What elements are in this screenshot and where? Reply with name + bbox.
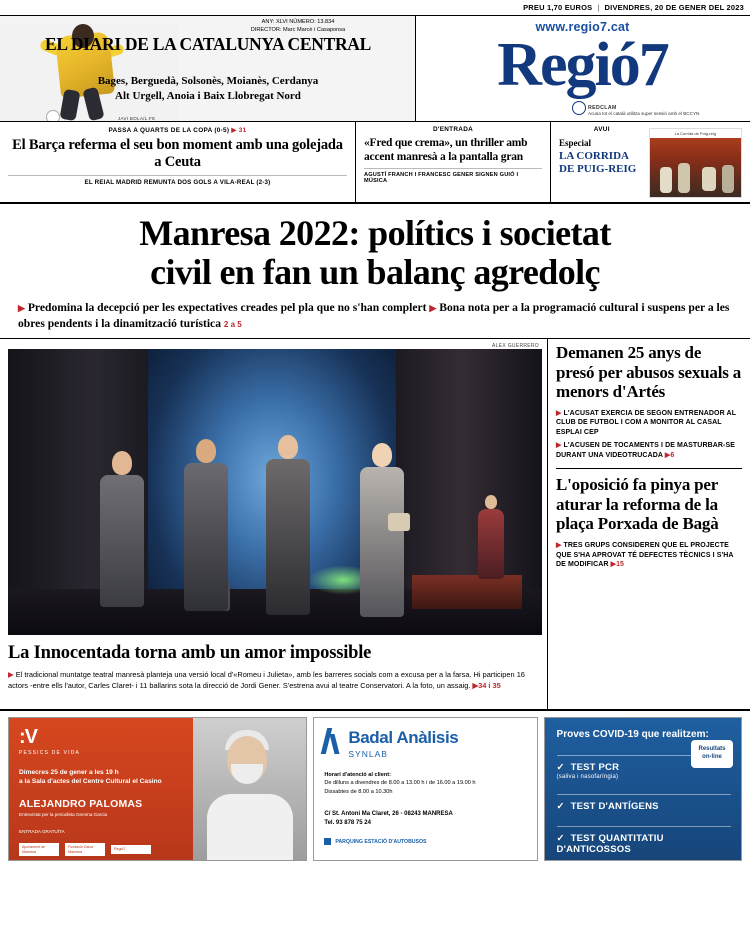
bullet-icon: ▶ [556,541,562,549]
teaser-subline: AGUSTÍ FRANCH I FRANCESC GENER SIGNEN GUIÓ I MÚSICA [364,168,542,184]
side-story-1-headline[interactable]: Demanen 25 anys de presó per abusos sexuals a menors d'Artés [556,343,741,401]
lead-page-ref: 2 a 5 [223,320,242,329]
masthead-photo-credit: JAVI BOLA/L.FE [118,116,156,121]
bullet-icon: ▶ [556,442,562,450]
seal-desc: Acusa tot el català utilitza super sessió amb el BCCYN [588,111,700,116]
side-page-ref: ▶15 [610,561,625,569]
theatre-photo [8,349,542,635]
side-column [548,339,750,709]
chevron-right-icon: ✓ [556,762,565,773]
teaser-kicker-text: PASSA A QUARTS DE LA COPA (0-5) [108,127,230,134]
logo-word: Regió [497,31,639,99]
lead-deck [14,300,736,332]
ad-culture-portrait [193,718,306,860]
ad-lab-hours [324,771,528,796]
bullet-icon: ▶ [8,670,14,679]
today-supplement-thumbnail [649,128,742,198]
ad-lab-name: Badal Anàlisis [348,728,459,747]
website-url[interactable]: www.regio7.cat [535,20,630,34]
seal-icon [572,101,586,115]
page-arrow-icon: ▶ [231,127,237,134]
deck-part-2: Bona nota per a la programació cultural i suspens per a les obres pendents i la dinamització turística [18,301,730,330]
bullet-item [556,441,742,460]
bullet-item [556,541,742,570]
teaser-headline: «Fred que crema», un thriller amb accent manresà a la pantalla gran [364,137,528,163]
newspaper-logo [416,31,749,99]
thumb-caption: La Corrida de Puig-reig [650,129,741,138]
lead-story[interactable] [0,204,750,339]
today-title [559,137,645,176]
issue-date: DIVENDRES, 20 DE GENER DEL 2023 [604,3,744,12]
ad-culture-venue: a la Sala d'actes del Centre Cultural el Casino [19,778,162,785]
teaser-kicker: D'ENTRADA [432,126,474,133]
masthead-right [416,16,749,121]
divider [556,468,742,469]
chevron-right-icon: ✓ [556,833,565,844]
ad-culture-left [9,718,193,860]
teaser-sports[interactable] [0,122,356,202]
masthead-seal-text [588,105,748,117]
ad-culture-logo: :V [19,726,37,748]
body-row [0,339,750,711]
bullet-icon: ▶ [18,303,25,313]
covid-item-label: TEST D'ANTÍGENS [570,801,659,812]
top-info-bar [0,0,750,16]
issue-number: ANY: XLVI NÚMERO: 13.834 [261,19,335,25]
covid-item-label: TEST PCR [570,762,620,773]
ad-culture[interactable] [8,717,307,861]
newspaper-tagline: EL DIARI DE LA CATALUNYA CENTRAL [44,34,372,54]
coverage-line-2: Alt Urgell, Anoia i Baix Llobregat Nord [115,90,301,102]
ad-lab-address [324,810,528,828]
masthead-meta [182,18,414,34]
bullet-icon: ▶ [556,409,562,417]
seal-title: REDCLAM [588,105,617,111]
ad-covid[interactable] [544,717,742,861]
bullet-text: TRES GRUPS CONSIDEREN QUE EL PROJECTE QUE S'HA APROVAT TÉ DEFECTES TÈCNICS I S'HA DE MODIFICAR [556,541,734,569]
bullet-text: L'ACUSAT EXERCIA DE SEGON ENTRENADOR AL CLUB DE FUTBOL I COM A MONITOR AL CASAL ESPLAI CEP [556,409,736,436]
today-title-line1: Especial [559,138,592,148]
ad-culture-guest: ALEJANDRO PALOMAS [19,798,143,810]
photo-story-caption [8,670,541,691]
director-line: DIRECTOR: Marc Marcè i Casaponsa [250,27,346,33]
teaser-kicker [8,126,347,134]
page-title [14,214,736,292]
parking-text: PARQUING ESTACIÓ D'AUTOBUSOS [335,838,427,845]
ad-culture-free-entry: ENTRADA GRATUÏTA [19,829,65,834]
sponsor-logo: Ajuntament de Manresa [19,843,59,856]
ad-lab-subbrand: SYNLAB [348,749,388,759]
badge-line-1: Resultats [698,746,726,752]
bullet-text: L'ACUSEN DE TOCAMENTS I DE MASTURBAR-SE DURANT UNA VIDEOTRUCADA [556,442,736,459]
teaser-page: 31 [238,127,247,134]
teaser-headline: El Barça referma el seu bon moment amb una golejada a Ceuta [12,137,343,170]
photo-credit: ALEX GUERRERO [492,343,539,349]
ad-culture-role: Entrevistat per la periodista Gemma Garcia [19,812,108,817]
bullet-icon-2: ▶ [429,303,437,313]
phone-line: Tel. 93 878 75 24 [324,820,371,827]
bullet-item [556,409,742,438]
teaser-culture[interactable] [356,122,551,202]
today-title-line2: LA CORRIDA [559,150,629,162]
today-kicker: AVUI [593,126,610,133]
ad-covid-item [557,826,731,855]
ad-lab[interactable] [313,717,537,861]
sponsor-logo: Fundació Caixa Manresa [65,843,105,856]
separator: | [597,3,600,12]
side-story-2-bullets [556,541,742,570]
parking-icon [324,838,331,845]
ad-culture-logo-sub: PESSICS DE VIDA [19,750,81,756]
coverage-area [0,74,416,104]
main-photo-story[interactable] [0,339,548,709]
covid-item-note: (saliva i nasofaríngia) [556,774,619,780]
sponsor-logo: Regió7 [111,845,151,853]
hours-weekday: De dilluns a divendres de 8.00 a 13.00 h i de 16.00 a 19.00 h [324,780,476,787]
teaser-today[interactable] [551,122,750,202]
teaser-subline: EL REIAL MADRID REMUNTA DOS GOLS A VILA-REAL (2-3) [8,175,347,186]
lab-logo-icon [324,728,342,754]
covid-item-label: TEST QUANTITATIU D'ANTICOSSOS [556,833,664,855]
logo-number: 7 [638,31,668,99]
ad-covid-item [557,794,731,812]
headline-line-1: Manresa 2022: polítics i societat [139,213,611,253]
side-page-ref: ▶6 [664,451,675,459]
price-label: PREU 1,70 EUROS [523,3,593,12]
chevron-right-icon: ✓ [556,801,565,812]
side-story-2-headline[interactable]: L'oposició fa pinya per aturar la reforma de la plaça Porxada de Bagà [556,475,719,534]
caption-page-ref: ▶34 i 35 [472,680,501,690]
ad-covid-title: Proves COVID-19 que realitzem: [556,729,709,740]
teaser-strip [0,122,750,204]
photo-story-headline: La Innocentada torna amb un amor impossible [8,643,372,663]
ad-strip [0,711,750,861]
ad-culture-sponsors [19,843,151,856]
headline-line-2: civil en fan un balanç agredolç [150,252,600,292]
today-text-block [559,126,649,202]
ad-covid-badge [691,740,733,768]
badge-line-2: on-line [702,754,722,760]
side-story-1-bullets [556,409,742,461]
hours-saturday: Dissabtes de 8.00 a 10.30h [324,788,393,795]
caption-text: El tradicional muntatge teatral manresà planteja una versió local d'«Romeu i Julieta», amb les barreres socials com a excusa per a la farsa. Hi participen 16 actors -entre ells l'autor, Carles Claret- i 11 ballarins sota la direcció de Jordi Gener. S'estrena avui al teatre Conservatori. A la foto, un assaig. [8,670,525,690]
ad-culture-date: Dimecres 25 de gener a les 19 h a la Sala d'actes del Centre Cultural el Casino [19,769,162,785]
deck-part-1: Predomina la decepció per les expectatives creades pel pla que no s'han complert [27,301,427,314]
today-title-line3: DE PUIG-REIG [559,163,637,175]
address-line: C/ St. Antoni Ma Claret, 26 - 08243 MANRESA [324,811,453,818]
masthead [0,16,750,122]
coverage-line-1: Bages, Berguedà, Solsonès, Moianès, Cerdanya [97,75,319,87]
hours-title: Horari d'atenció al client: [324,772,391,778]
ad-lab-parking [324,838,528,845]
masthead-left [0,16,416,121]
ad-lab-brand [324,728,528,759]
